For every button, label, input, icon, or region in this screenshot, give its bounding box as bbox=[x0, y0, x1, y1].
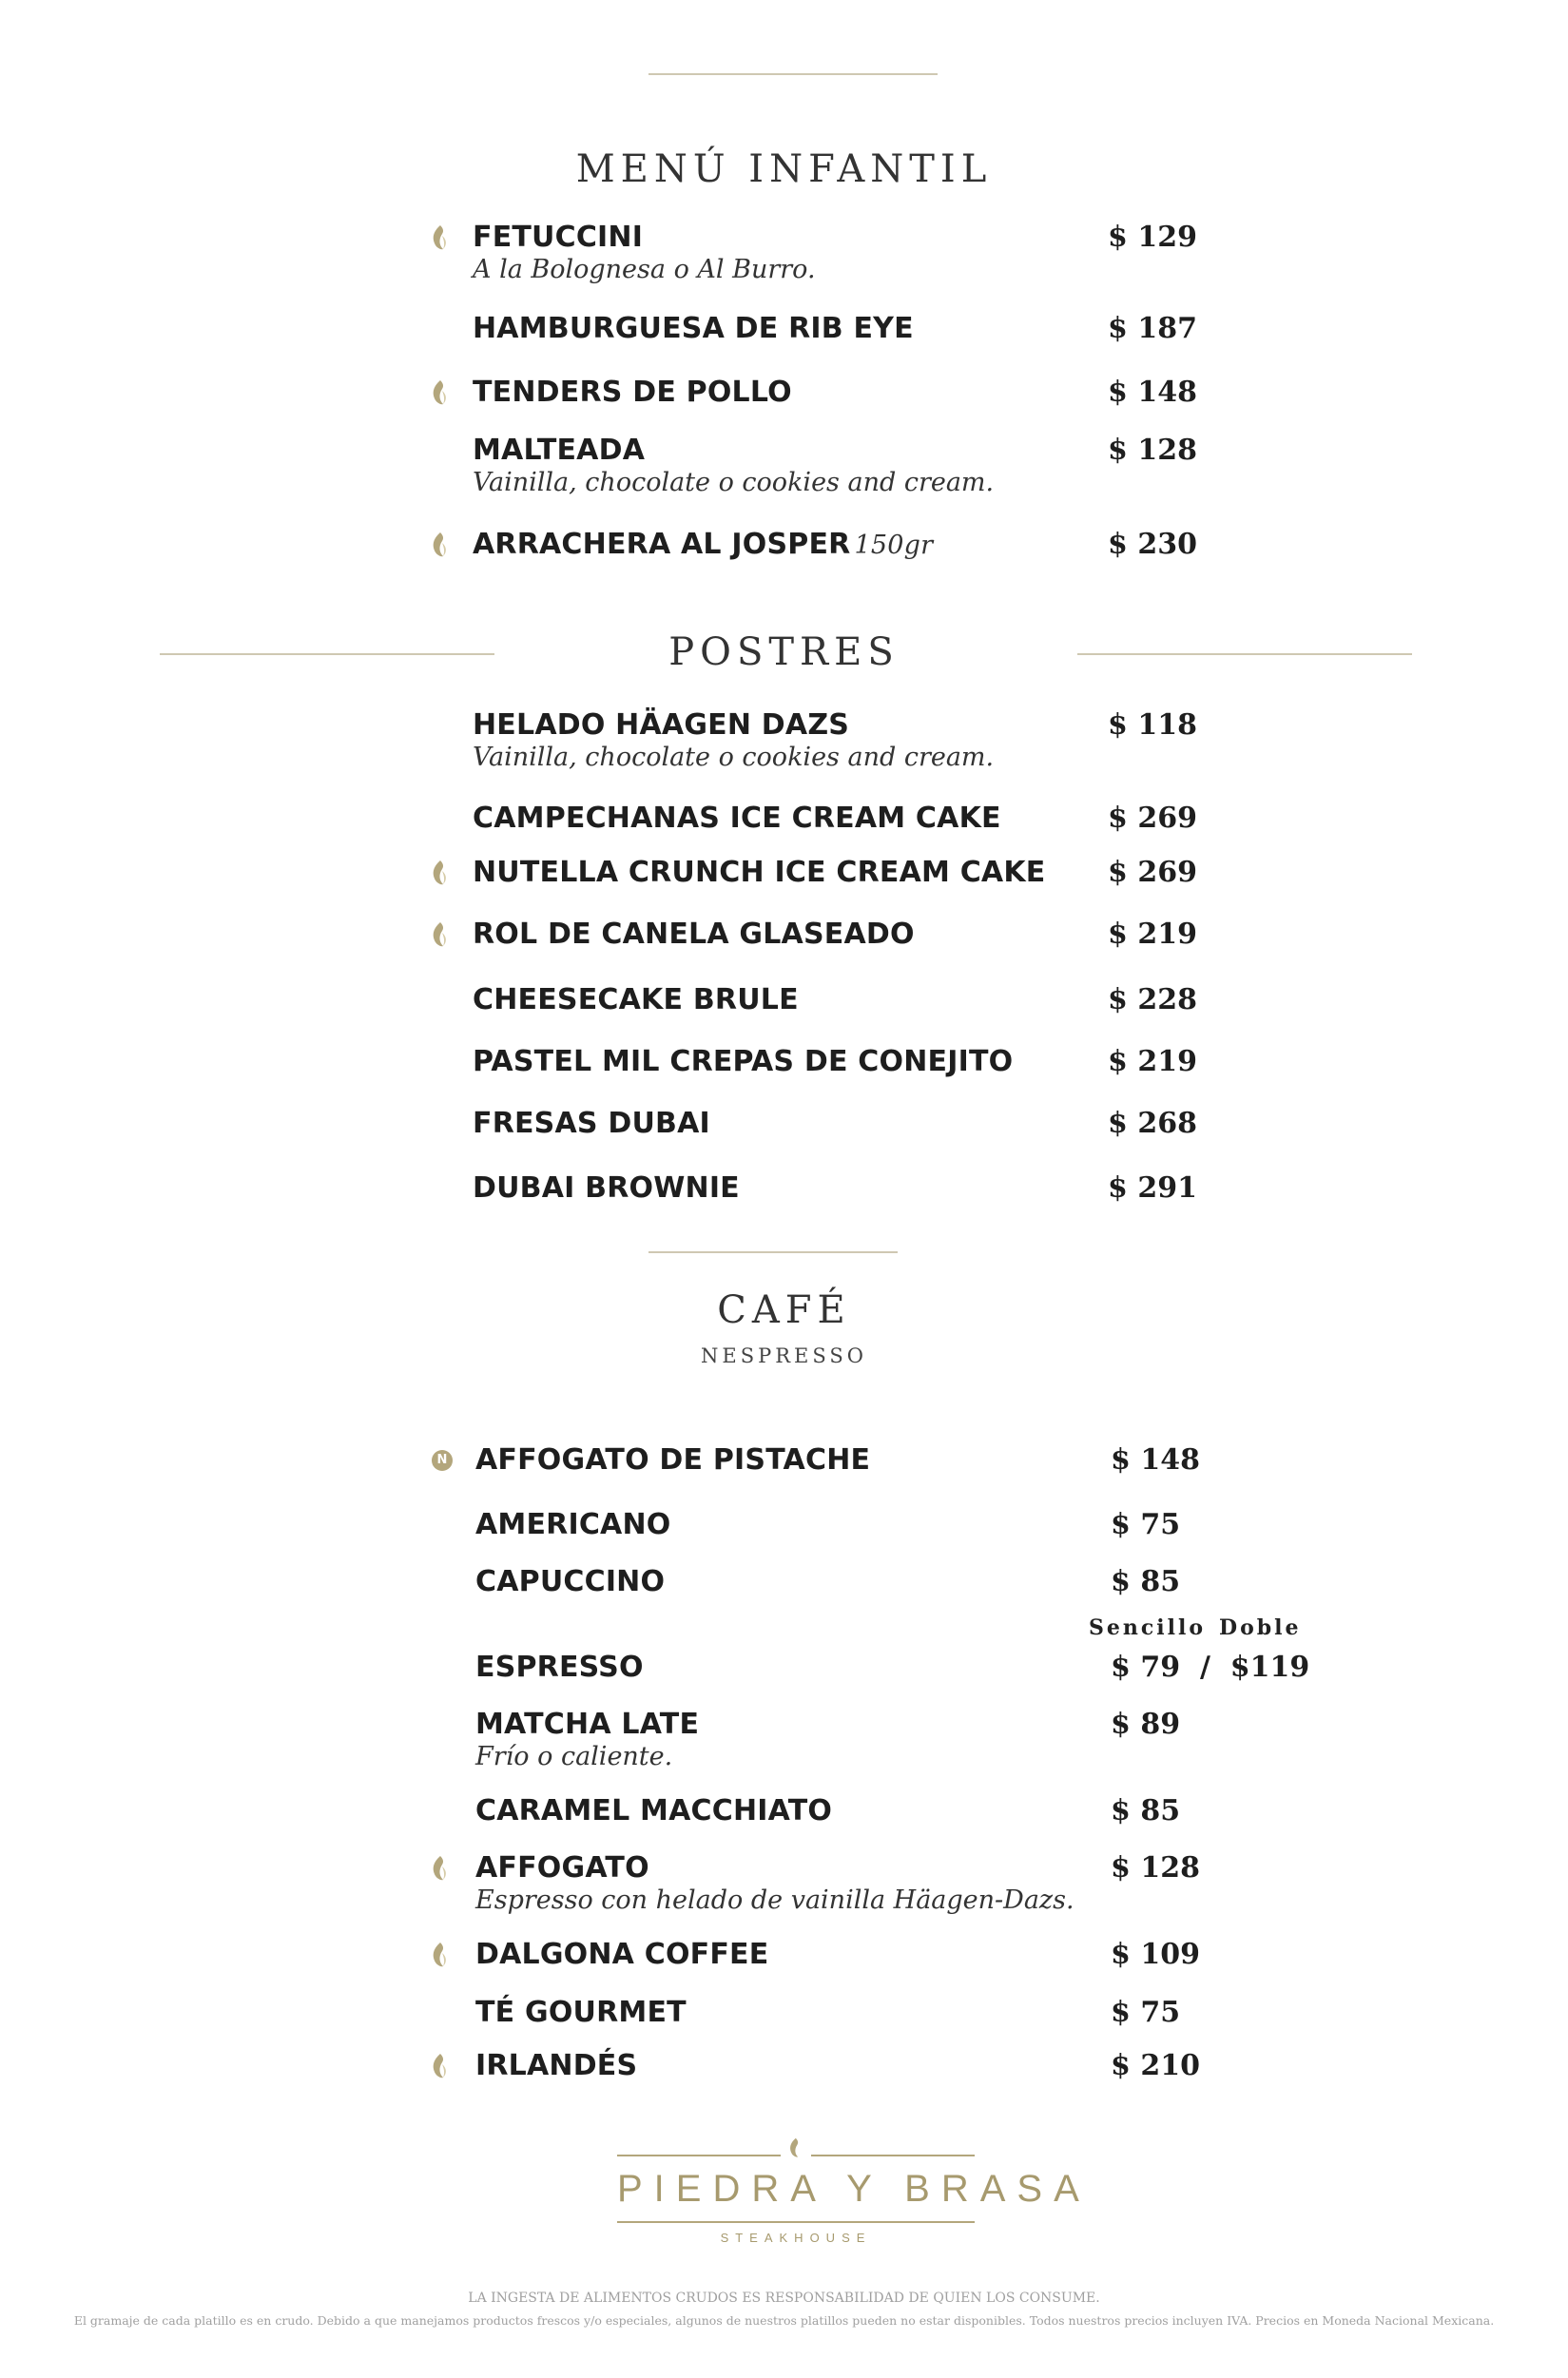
item-price: $ 148 bbox=[1108, 376, 1197, 409]
flame-icon bbox=[430, 1855, 449, 1882]
item-description: A la Bolognesa o Al Burro. bbox=[473, 255, 816, 284]
item-name: AMERICANO bbox=[475, 1508, 671, 1541]
item-price: $ 128 bbox=[1111, 1851, 1200, 1885]
item-name: FETUCCINI bbox=[473, 221, 644, 254]
desserts-title: POSTRES bbox=[668, 630, 900, 674]
item-name: MATCHA LATE bbox=[475, 1708, 700, 1741]
item-price: $ 219 bbox=[1108, 918, 1197, 951]
item-name: TÉ GOURMET bbox=[475, 1996, 687, 2029]
logo-rule-top-right bbox=[811, 2155, 975, 2156]
item-price: $ 291 bbox=[1108, 1171, 1197, 1205]
menu-item bbox=[0, 528, 1568, 604]
cafe-divider bbox=[648, 1251, 898, 1253]
item-price: $ 268 bbox=[1108, 1107, 1197, 1140]
item-name: ESPRESSO bbox=[475, 1651, 644, 1684]
item-price: $ 79 / $119 bbox=[1111, 1651, 1310, 1684]
item-name: TENDERS DE POLLO bbox=[473, 376, 792, 409]
item-price: $ 109 bbox=[1111, 1938, 1200, 1971]
item-name: CHEESECAKE BRULE bbox=[473, 983, 799, 1016]
footer-disclaimer: LA INGESTA DE ALIMENTOS CRUDOS ES RESPONSABILIDAD DE QUIEN LOS CONSUME. bbox=[468, 2291, 1100, 2306]
menu-item bbox=[0, 2049, 1568, 2125]
item-description: Frío o caliente. bbox=[475, 1742, 673, 1771]
item-price: $ 89 bbox=[1111, 1708, 1181, 1741]
brand-logo bbox=[617, 2137, 1091, 2255]
item-name: NUTELLA CRUNCH ICE CREAM CAKE bbox=[473, 856, 1046, 889]
flame-icon bbox=[430, 921, 449, 948]
menu-item bbox=[0, 1171, 1568, 1247]
flame-icon bbox=[430, 2053, 449, 2079]
item-name: IRLANDÉS bbox=[475, 2049, 638, 2082]
cafe-subtitle: NESPRESSO bbox=[701, 1344, 867, 1367]
item-price: $ 148 bbox=[1111, 1443, 1200, 1477]
item-name: CAMPECHANAS ICE CREAM CAKE bbox=[473, 802, 1001, 835]
item-name-text: ARRACHERA AL JOSPER bbox=[473, 528, 851, 561]
footer-notes: El gramaje de cada platillo es en crudo. Debido a que manejamos productos frescos y/o especiales, algunos de nuestros platillos pueden no estar disponibles. Todos nuestros precios incluyen IVA. Precios en Moneda Nacional Mexicana. bbox=[73, 2313, 1495, 2328]
item-name: CAPUCCINO bbox=[475, 1565, 666, 1598]
item-price: $ 269 bbox=[1108, 856, 1197, 889]
flame-icon bbox=[430, 379, 449, 406]
logo-subtitle: STEAKHOUSE bbox=[720, 2231, 872, 2245]
item-name: DUBAI BROWNIE bbox=[473, 1171, 740, 1205]
size-label-single: Sencillo bbox=[1089, 1615, 1207, 1640]
item-price: $ 129 bbox=[1108, 221, 1197, 254]
item-price: $ 128 bbox=[1108, 434, 1197, 467]
item-name: DALGONA COFFEE bbox=[475, 1938, 769, 1971]
item-name: AFFOGATO bbox=[475, 1851, 649, 1885]
menu-item bbox=[0, 708, 1568, 784]
menu-item bbox=[0, 1851, 1568, 1927]
item-price: $ 210 bbox=[1111, 2049, 1200, 2082]
item-name: MALTEADA bbox=[473, 434, 646, 467]
item-description: Espresso con helado de vainilla Häagen-Dazs. bbox=[475, 1885, 1074, 1915]
menu-item bbox=[0, 918, 1568, 994]
item-name: PASTEL MIL CREPAS DE CONEJITO bbox=[473, 1045, 1014, 1078]
item-name bbox=[473, 528, 933, 563]
item-name: AFFOGATO DE PISTACHE bbox=[475, 1443, 871, 1477]
item-price: $ 228 bbox=[1108, 983, 1197, 1016]
kids-menu-title: MENÚ INFANTIL bbox=[575, 147, 993, 191]
n-badge-icon: N bbox=[432, 1450, 453, 1471]
top-divider bbox=[648, 73, 938, 75]
item-name: ROL DE CANELA GLASEADO bbox=[473, 918, 915, 951]
logo-flame-icon bbox=[787, 2137, 803, 2158]
item-price: $ 85 bbox=[1111, 1794, 1181, 1827]
flame-icon bbox=[430, 224, 449, 251]
size-label-double: Doble bbox=[1219, 1615, 1302, 1640]
logo-wordmark: PIEDRA Y BRASA bbox=[617, 2168, 1091, 2210]
cafe-title: CAFÉ bbox=[717, 1288, 851, 1332]
menu-item bbox=[0, 1565, 1568, 1641]
item-name: FRESAS DUBAI bbox=[473, 1107, 710, 1140]
item-price: $ 75 bbox=[1111, 1996, 1181, 2029]
item-price: $ 230 bbox=[1108, 528, 1197, 561]
item-price: $ 75 bbox=[1111, 1508, 1181, 1541]
flame-icon bbox=[430, 860, 449, 886]
item-description: Vainilla, chocolate o cookies and cream. bbox=[473, 468, 995, 497]
item-price: $ 269 bbox=[1108, 802, 1197, 835]
logo-rule-bottom bbox=[617, 2221, 975, 2223]
item-name: HELADO HÄAGEN DAZS bbox=[473, 708, 850, 742]
item-price: $ 219 bbox=[1108, 1045, 1197, 1078]
menu-item bbox=[0, 1708, 1568, 1784]
flame-icon bbox=[430, 532, 449, 558]
item-weight-note: 150gr bbox=[854, 531, 934, 560]
item-name: CARAMEL MACCHIATO bbox=[475, 1794, 833, 1827]
menu-item bbox=[0, 434, 1568, 510]
flame-icon bbox=[430, 1942, 449, 1968]
item-description: Vainilla, chocolate o cookies and cream. bbox=[473, 743, 995, 772]
item-name: HAMBURGUESA DE RIB EYE bbox=[473, 312, 914, 345]
logo-rule-top-left bbox=[617, 2155, 781, 2156]
item-price: $ 187 bbox=[1108, 312, 1197, 345]
item-price: $ 85 bbox=[1111, 1565, 1181, 1598]
item-price: $ 118 bbox=[1108, 708, 1197, 742]
size-labels bbox=[1089, 1615, 1302, 1640]
menu-item bbox=[0, 221, 1568, 297]
